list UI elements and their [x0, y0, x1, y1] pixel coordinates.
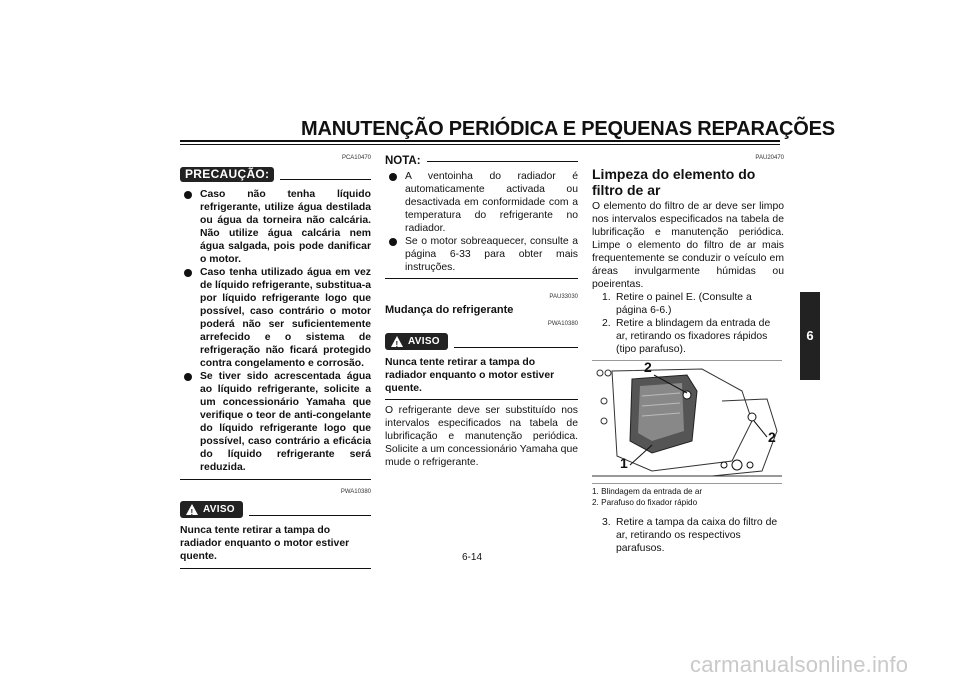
body-text: O refrigerante deve ser substituído nos intervalos especificados na tabela de lubrificação e manutenção periódica. Solicite a um concessionário Yamaha que mude o refrigerante.	[385, 405, 578, 468]
list-item: A ventoinha do radiador é automaticamente activada ou desactivada em conformidade com a temperatura do refrigerante no radiador.	[385, 170, 578, 235]
header-rule-thin	[180, 144, 780, 145]
warning-icon: !	[186, 504, 198, 515]
warning-icon: !	[391, 336, 403, 347]
aviso-text: Nunca tente retirar a tampa do radiador enquanto o motor estiver quente.	[180, 525, 350, 562]
figure-callout: 1	[620, 455, 628, 471]
step-2: 2. Retire a blindagem da entrada de ar, retirando os fixadores rápidos (tipo parafuso).	[602, 318, 771, 355]
section-heading: Limpeza do elemento do filtro de ar	[592, 166, 756, 198]
ref-code: PWA10380	[340, 489, 371, 495]
list-item: Caso tenha utilizado água em vez de líquido refrigerante, substitua-a por líquido refrigerante logo que possível, caso contrário o motor poderá não ser suficientemente arrefecido e o sistema de refrigeração não ficará protegido contra congelamento e corrosão.	[180, 266, 371, 370]
page-number: 6-14	[462, 552, 483, 563]
figure-callout: 2	[768, 429, 776, 445]
header-rule	[180, 140, 780, 142]
step-3: 3. Retire a tampa da caixa do filtro de ar, retirando os respectivos parafusos.	[602, 517, 778, 554]
precaucao-badge: PRECAUÇÃO:	[180, 167, 274, 182]
list-item: Se tiver sido acrescentada água ao líquido refrigerante, solicite a um concessionário Yamaha que verifique o teor de anti-congelante do líquido refrigerante logo que possível, caso contrário a eficácia do líquido refrigerante será reduzida.	[180, 370, 371, 474]
figure-legend	[592, 486, 784, 508]
figure-callout: 2	[644, 359, 652, 375]
divider	[180, 479, 371, 480]
aviso-badge: ! AVISO	[180, 501, 243, 518]
bullet-icon	[389, 238, 397, 246]
legend-item: 1. Blindagem da entrada de ar	[592, 487, 703, 496]
column-2	[385, 155, 578, 469]
intro-text: O elemento do filtro de ar deve ser limpo nos intervalos especificados na tabela de lubrificação e manutenção periódica. Limpe o elemento do filtro de ar mais frequentemente se conduzir o veículo em áreas invulgarmente húmidas ou poeirentas.	[592, 201, 784, 290]
aviso-badge: ! AVISO	[385, 333, 448, 350]
chapter-tab: 6	[800, 292, 820, 380]
nota-heading	[385, 155, 578, 168]
bullet-icon	[184, 269, 192, 277]
aviso-text: Nunca tente retirar a tampa do radiador enquanto o motor estiver quente.	[385, 357, 555, 394]
list-item: Caso não tenha líquido refrigerante, utilize água destilada ou água da torneira não calcária. Não utilize água calcária nem água salgada, pois pode danificar o motor.	[180, 188, 371, 266]
divider	[385, 399, 578, 400]
bullet-icon	[389, 173, 397, 181]
divider	[385, 278, 578, 279]
figure-air-intake	[592, 360, 782, 484]
precaucao-heading	[180, 167, 371, 182]
divider	[180, 568, 371, 569]
nota-list	[385, 170, 578, 274]
legend-item: 2. Parafuso do fixador rápido	[592, 498, 698, 507]
bullet-icon	[184, 191, 192, 199]
precaucao-list	[180, 188, 371, 474]
watermark: carmanualsonline.info	[690, 652, 909, 677]
section-heading: Mudança do refrigerante	[385, 304, 514, 316]
ref-code: PCA10470	[341, 155, 371, 161]
step-1: 1. Retire o painel E. (Consulte a página 6-6.)	[602, 292, 752, 316]
ref-code: PAU20470	[755, 155, 784, 161]
aviso-heading	[180, 501, 371, 518]
column-1	[180, 152, 371, 569]
ref-code: PAU33030	[549, 294, 578, 300]
nota-label: NOTA:	[385, 155, 421, 167]
list-item: Se o motor sobreaquecer, consulte a página 6-33 para obter mais instruções.	[385, 235, 578, 274]
bullet-icon	[184, 373, 192, 381]
aviso-heading	[385, 333, 578, 350]
column-3	[592, 152, 784, 555]
ref-code: PWA10380	[547, 321, 578, 327]
page-header-title: MANUTENÇÃO PERIÓDICA E PEQUENAS REPARAÇÕES	[301, 118, 835, 140]
